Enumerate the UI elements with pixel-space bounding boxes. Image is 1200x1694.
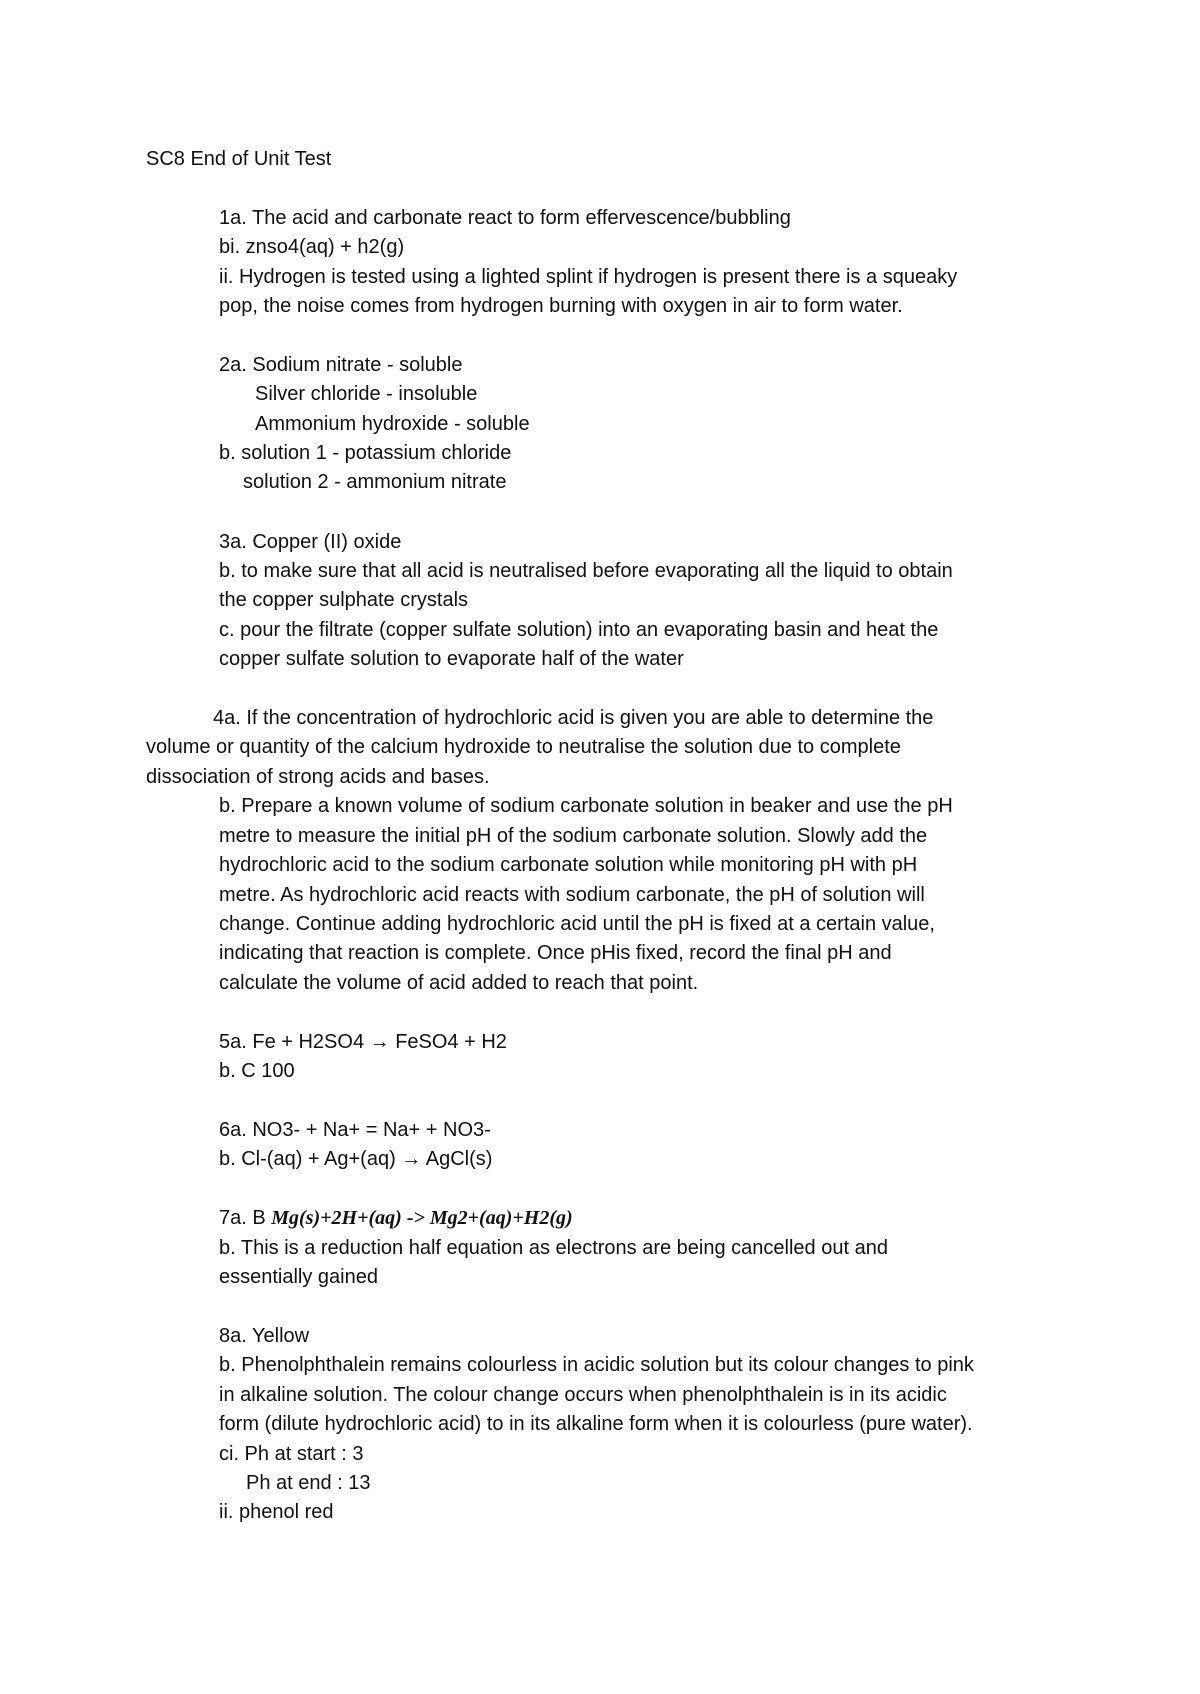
document-title: SC8 End of Unit Test: [146, 148, 332, 170]
answer-4a-line2: volume or quantity of the calcium hydroxide to neutralise the solution due to complete: [146, 736, 901, 758]
answer-3b-line1: b. to make sure that all acid is neutralised before evaporating all the liquid to obtain: [219, 560, 953, 582]
answer-1ii-line2: pop, the noise comes from hydrogen burning with oxygen in air to form water.: [219, 295, 903, 317]
answer-7b-line1: b. This is a reduction half equation as electrons are being cancelled out and: [219, 1237, 888, 1259]
answer-8ii: ii. phenol red: [219, 1501, 334, 1523]
answer-2b-line2: solution 2 - ammonium nitrate: [243, 471, 507, 493]
answer-7b-line2: essentially gained: [219, 1266, 378, 1288]
answer-8ci: ci. Ph at start : 3: [219, 1443, 364, 1465]
answer-4b-line4: metre. As hydrochloric acid reacts with sodium carbonate, the pH of solution will: [219, 884, 925, 906]
answer-4b-line3: hydrochloric acid to the sodium carbonate solution while monitoring pH with pH: [219, 854, 918, 876]
answer-4b-line2: metre to measure the initial pH of the sodium carbonate solution. Slowly add the: [219, 825, 928, 847]
answer-5a: 5a. Fe + H2SO4 → FeSO4 + H2: [219, 1031, 507, 1053]
answer-4b-line7: calculate the volume of acid added to reach that point.: [219, 972, 699, 994]
answer-8b-line2: in alkaline solution. The colour change occurs when phenolphthalein is in its acidic: [219, 1384, 947, 1406]
answer-4b-line5: change. Continue adding hydrochloric acid until the pH is fixed at a certain value,: [219, 913, 935, 935]
answer-3c-line1: c. pour the filtrate (copper sulfate solution) into an evaporating basin and heat the: [219, 619, 939, 641]
answer-3b-line2: the copper sulphate crystals: [219, 589, 469, 611]
answer-3c-line2: copper sulfate solution to evaporate half of the water: [219, 648, 684, 670]
answer-3a: 3a. Copper (II) oxide: [219, 531, 402, 553]
answer-6a: 6a. NO3- + Na+ = Na+ + NO3-: [219, 1119, 491, 1141]
answer-6b: b. Cl-(aq) + Ag+(aq) → AgCl(s): [219, 1148, 493, 1170]
answer-7a-prefix: 7a. B: [219, 1207, 272, 1229]
answer-8b-line1: b. Phenolphthalein remains colourless in acidic solution but its colour changes to pink: [219, 1354, 974, 1376]
answer-8b-line3: form (dilute hydrochloric acid) to in its alkaline form when it is colourless (pure water).: [219, 1413, 973, 1435]
answer-8a: 8a. Yellow: [219, 1325, 310, 1347]
answer-2a: 2a. Sodium nitrate - soluble: [219, 354, 463, 376]
answer-2a-line3: Ammonium hydroxide - soluble: [255, 413, 530, 435]
answer-5b: b. C 100: [219, 1060, 295, 1082]
answer-7a: [219, 1206, 573, 1230]
answer-8ci-line2: Ph at end : 13: [246, 1472, 371, 1494]
answer-7a-equation: Mg(s)+2H+(aq) -> Mg2+(aq)+H2(g): [271, 1207, 573, 1229]
answer-2a-line2: Silver chloride - insoluble: [255, 383, 478, 405]
answer-4a-line3: dissociation of strong acids and bases.: [146, 766, 490, 788]
answer-4a-line1: 4a. If the concentration of hydrochloric acid is given you are able to determine the: [213, 707, 934, 729]
answer-4b-line6: indicating that reaction is complete. Once pHis fixed, record the final pH and: [219, 942, 892, 964]
answer-4b-line1: b. Prepare a known volume of sodium carbonate solution in beaker and use the pH: [219, 795, 953, 817]
answer-1bi: bi. znso4(aq) + h2(g): [219, 236, 405, 258]
answer-2b: b. solution 1 - potassium chloride: [219, 442, 512, 464]
answer-1ii-line1: ii. Hydrogen is tested using a lighted splint if hydrogen is present there is a squeaky: [219, 266, 958, 288]
answer-1a: 1a. The acid and carbonate react to form effervescence/bubbling: [219, 207, 791, 229]
